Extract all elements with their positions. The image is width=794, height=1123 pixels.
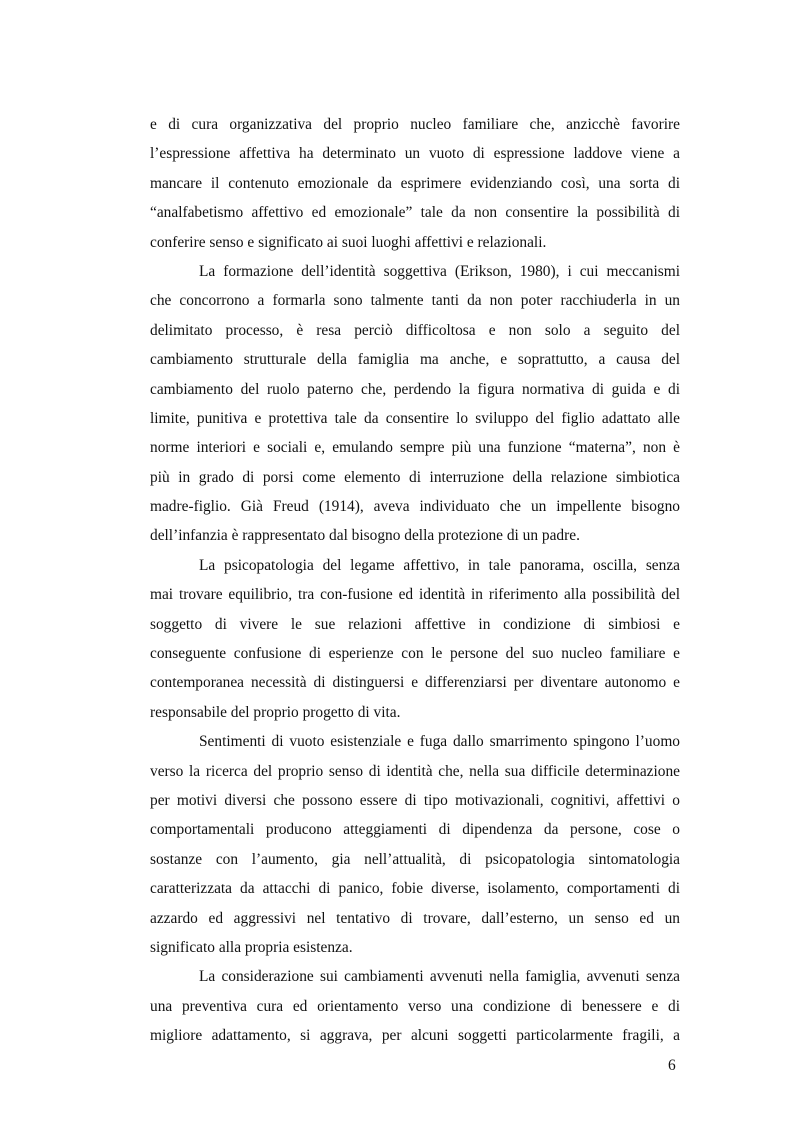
text-line: sostanze con l’aumento, gia nell’attualità, di psicopatologia sintomatologia [150, 850, 680, 868]
text-line: che concorrono a formarla sono talmente tanti da non poter racchiuderla in un [150, 292, 680, 310]
text-line: migliore adattamento, si aggrava, per alcuni soggetti particolarmente fragili, a [150, 1027, 680, 1045]
text-line: responsabile del proprio progetto di vita. [150, 703, 401, 721]
text-line: mancare il contenuto emozionale da esprimere evidenziando così, una sorta di [150, 174, 680, 192]
text-line: una preventiva cura ed orientamento verso una condizione di benessere e di [150, 997, 680, 1015]
paragraph-3 [150, 551, 680, 727]
text-line: soggetto di vivere le sue relazioni affettive in condizione di simbiosi e [150, 615, 680, 633]
text-line: mai trovare equilibrio, tra con-fusione ed identità in riferimento alla possibilità del [150, 586, 680, 604]
text-line: l’espressione affettiva ha determinato un vuoto di espressione laddove viene a [150, 145, 680, 163]
text-line: e di cura organizzativa del proprio nucleo familiare che, anzicchè favorire [150, 116, 680, 133]
text-line: conseguente confusione di esperienze con le persone del suo nucleo familiare e [150, 645, 680, 663]
paragraph-1 [150, 110, 680, 257]
text-line: caratterizzata da attacchi di panico, fobie diverse, isolamento, comportamenti di [150, 880, 680, 898]
page-number: 6 [668, 1057, 676, 1074]
text-line: norme interiori e sociali e, emulando sempre più una funzione “materna”, non è [150, 439, 680, 457]
text-line: La formazione dell’identità soggettiva (Erikson, 1980), i cui meccanismi [199, 262, 680, 280]
text-line: azzardo ed aggressivi nel tentativo di trovare, dall’esterno, un senso ed un [150, 909, 680, 927]
text-line: dell’infanzia è rappresentato dal bisogno della protezione di un padre. [150, 527, 580, 545]
text-line: Sentimenti di vuoto esistenziale e fuga dallo smarrimento spingono l’uomo [199, 733, 680, 751]
paragraph-5 [150, 962, 680, 1050]
text-line: conferire senso e significato ai suoi luoghi affettivi e relazionali. [150, 233, 547, 251]
text-line: significato alla propria esistenza. [150, 938, 353, 956]
text-line: limite, punitiva e protettiva tale da consentire lo sviluppo del figlio adattato alle [150, 409, 680, 427]
paragraph-2 [150, 257, 680, 551]
text-line: cambiamento del ruolo paterno che, perdendo la figura normativa di guida e di [150, 380, 680, 398]
text-line: La considerazione sui cambiamenti avvenuti nella famiglia, avvenuti senza [199, 968, 680, 986]
text-line: comportamentali producono atteggiamenti di dipendenza da persone, cose o [150, 821, 680, 839]
text-line: verso la ricerca del proprio senso di identità che, nella sua difficile determinazione [150, 762, 680, 780]
paragraph-4 [150, 727, 680, 962]
text-line: La psicopatologia del legame affettivo, in tale panorama, oscilla, senza [199, 556, 680, 574]
text-line: cambiamento strutturale della famiglia ma anche, e soprattutto, a causa del [150, 351, 680, 369]
text-line: madre-figlio. Già Freud (1914), aveva individuato che un impellente bisogno [150, 498, 680, 516]
text-line: delimitato processo, è resa perciò difficoltosa e non solo a seguito del [150, 321, 680, 339]
text-line: “analfabetismo affettivo ed emozionale” tale da non consentire la possibilità di [150, 204, 680, 222]
text-line: per motivi diversi che possono essere di tipo motivazionali, cognitivi, affettivi o [150, 791, 680, 809]
text-line: più in grado di porsi come elemento di interruzione della relazione simbiotica [150, 468, 680, 486]
page-body [150, 110, 680, 1051]
text-line: contemporanea necessità di distinguersi e differenziarsi per diventare autonomo e [150, 674, 680, 692]
